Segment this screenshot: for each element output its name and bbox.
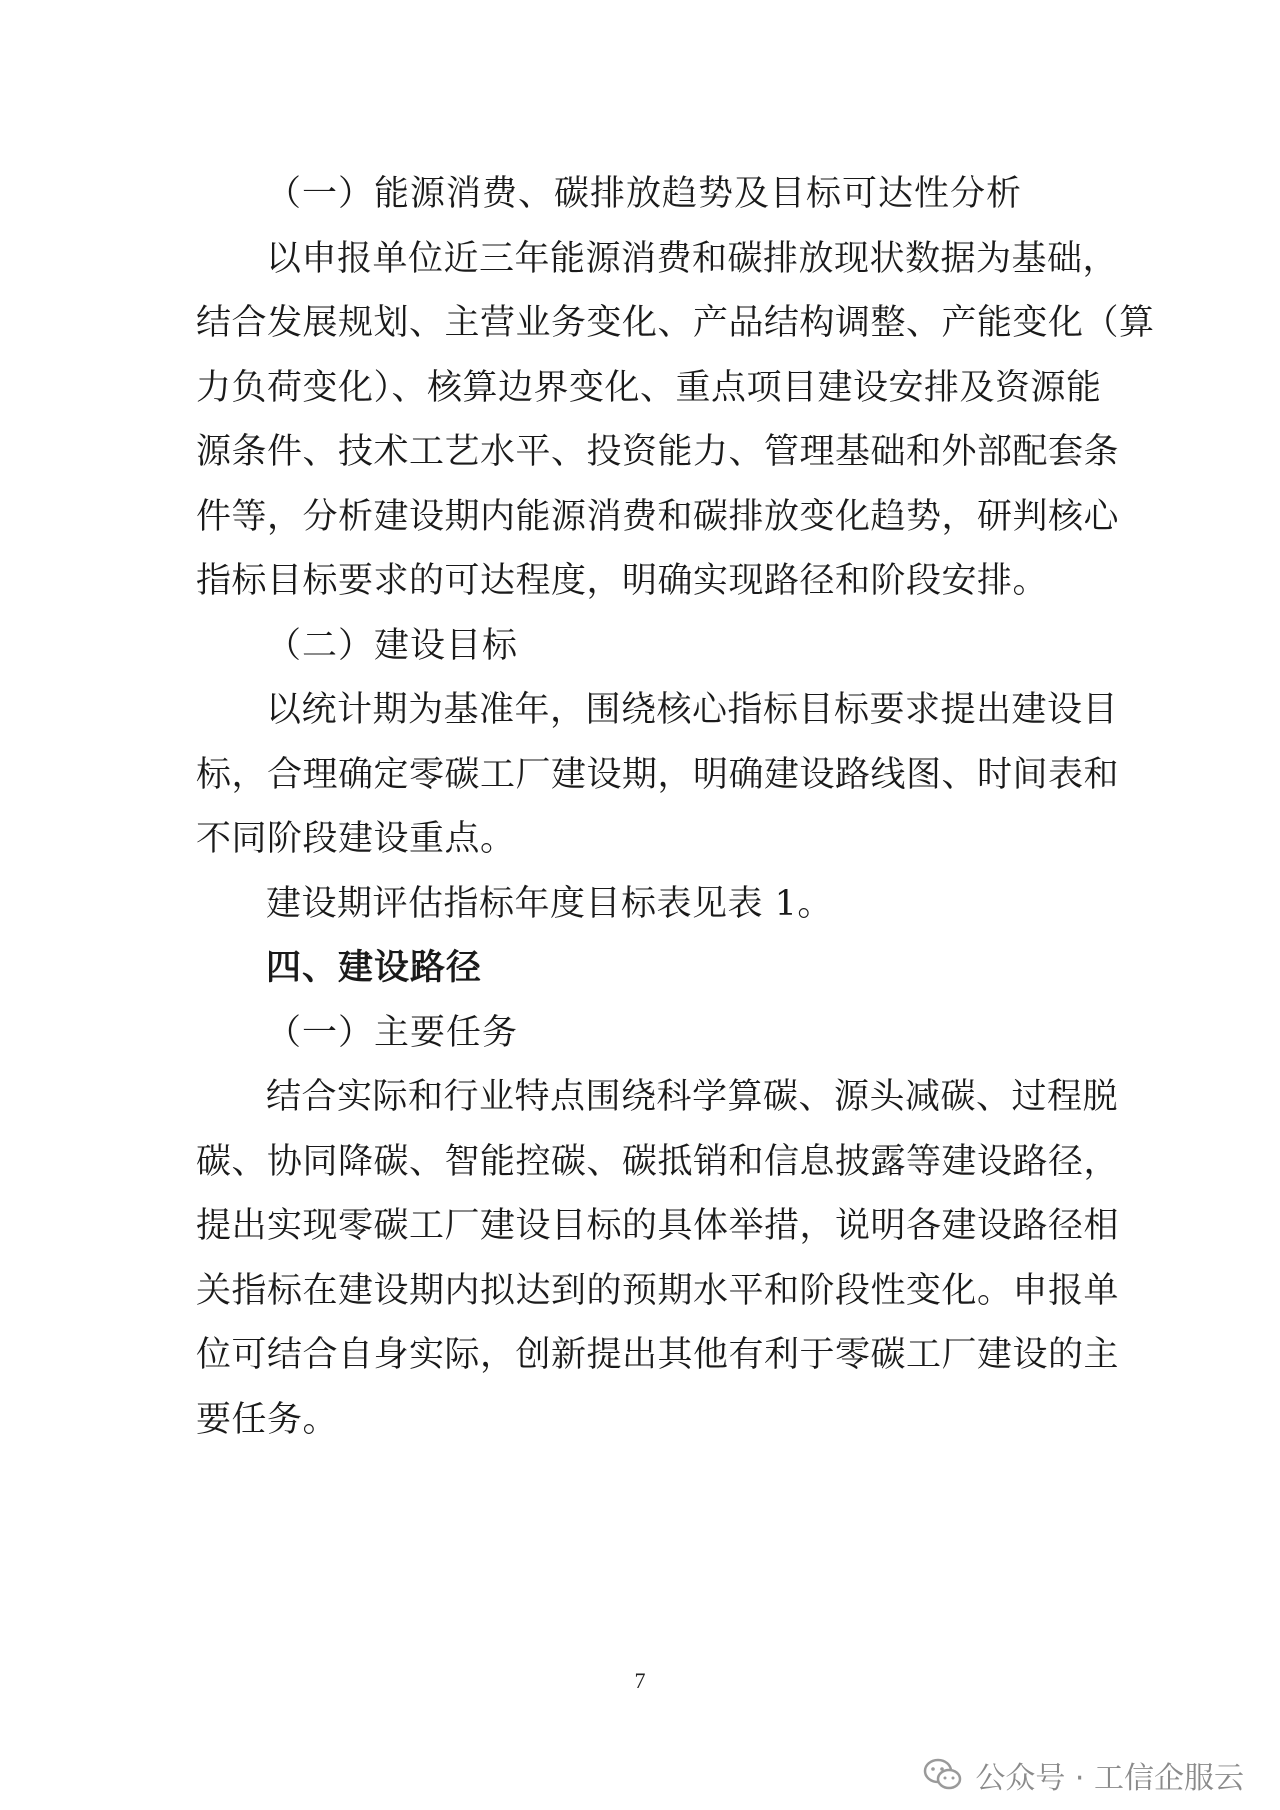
paragraph-line: 源条件、技术工艺水平、投资能力、管理基础和外部配套条: [196, 432, 1120, 472]
paragraph-line: 要任务。: [196, 1399, 339, 1440]
paragraph-line: 结合实际和行业特点围绕科学算碳、源头减碳、过程脱: [266, 1077, 1119, 1117]
subsection-heading-main-tasks: （一）主要任务: [266, 1012, 519, 1053]
paragraph-line: 建设期评估指标年度目标表见表 1。: [266, 883, 833, 924]
paragraph-line: 力负荷变化）、核算边界变化、重点项目建设安排及资源能: [196, 367, 1102, 408]
paragraph-line: 结合发展规划、主营业务变化、产品结构调整、产能变化（算: [196, 303, 1155, 343]
watermark-text: 公众号 · 工信企服云: [975, 1761, 1244, 1796]
paragraph-line: 件等，分析建设期内能源消费和碳排放变化趋势，研判核心: [196, 496, 1120, 537]
paragraph-line: 碳、协同降碳、智能控碳、碳抵销和信息披露等建设路径，: [196, 1141, 1120, 1182]
wechat-icon: [923, 1758, 963, 1792]
paragraph-line: 不同阶段建设重点。: [196, 819, 516, 859]
paragraph-line: 以申报单位近三年能源消费和碳排放现状数据为基础，: [266, 238, 1119, 279]
paragraph-line: 标，合理确定零碳工厂建设期，明确建设路线图、时间表和: [196, 754, 1120, 795]
subsection-heading-energy-analysis: （一）能源消费、碳排放趋势及目标可达性分析: [266, 174, 1023, 214]
paragraph-line: 以统计期为基准年，围绕核心指标目标要求提出建设目: [266, 690, 1119, 730]
section-heading-construction-path: 四、建设路径: [266, 948, 483, 988]
document-body: [196, 162, 1155, 1452]
watermark: [923, 1753, 1244, 1797]
page-number: 7: [634, 1668, 646, 1693]
paragraph-line: 提出实现零碳工厂建设目标的具体举措，说明各建设路径相: [196, 1206, 1120, 1246]
paragraph-line: 指标目标要求的可达程度，明确实现路径和阶段安排。: [196, 561, 1049, 601]
paragraph-line: 关指标在建设期内拟达到的预期水平和阶段性变化。申报单: [196, 1270, 1120, 1311]
subsection-heading-construction-goals: （二）建设目标: [266, 625, 519, 666]
paragraph-line: 位可结合自身实际，创新提出其他有利于零碳工厂建设的主: [196, 1335, 1120, 1375]
